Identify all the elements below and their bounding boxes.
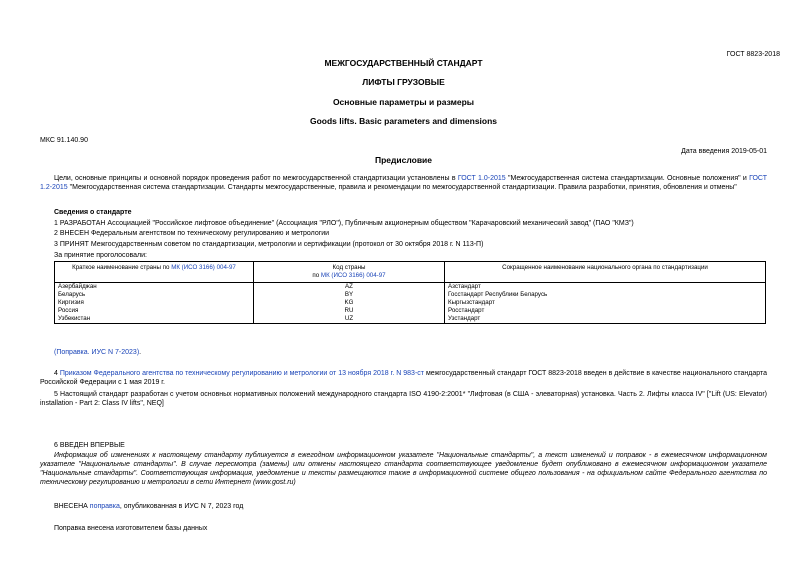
amendment-tail: . xyxy=(139,349,142,356)
standard-subtitle: Основные параметры и размеры xyxy=(332,97,475,107)
database-note: Поправка внесена изготовителем базы данных xyxy=(54,525,208,532)
table-row xyxy=(55,299,766,307)
rosstandart-order-link[interactable]: Приказом Федерального агентства по техническому регулированию и метрологии от 13 ноября 2018 г. N 983-ст xyxy=(59,370,424,377)
voted-label: За принятие проголосовали: xyxy=(54,252,147,259)
cell-body: Росстандарт xyxy=(445,307,766,315)
amendment-applied-link[interactable]: поправка xyxy=(89,503,120,510)
table-row xyxy=(55,291,766,299)
countries-table xyxy=(54,261,766,324)
column-header-country-text: Краткое наименование страны по xyxy=(72,264,170,271)
cell-country: Азербайджан xyxy=(55,283,254,292)
mks-code: МКС 91.140.90 xyxy=(40,137,88,144)
amendment-applied-note xyxy=(54,502,243,511)
table-row xyxy=(55,283,766,292)
standard-title: ЛИФТЫ ГРУЗОВЫЕ xyxy=(362,77,445,87)
cell-country: Беларусь xyxy=(55,291,254,299)
cell-body: Узстандарт xyxy=(445,315,766,324)
column-header-body: Сокращенное наименование национального органа по стандартизации xyxy=(445,262,766,283)
cell-body: Госстандарт Республики Беларусь xyxy=(445,291,766,299)
cell-country: Россия xyxy=(55,307,254,315)
item-4-number: 4 xyxy=(54,370,58,377)
gost-1-0-link[interactable]: ГОСТ 1.0-2015 xyxy=(457,175,506,182)
mk-iso-3166-link[interactable]: МК (ИСО 3166) 004-97 xyxy=(171,264,236,271)
item-5-paragraph: 5 Настоящий стандарт разработан с учетом основных нормативных положений международного стандарта ISO 4190-2:2001* "Лифтовая (в США - элеваторная) установка. Часть 2. Лифты класса IV" ["Lift (US: Elevator) installation - Part 2: Class IV lifts", NEQ] xyxy=(40,391,767,407)
cell-body: Кыргызстандарт xyxy=(445,299,766,307)
mk-iso-3166-link-2[interactable]: МК (ИСО 3166) 004-97 xyxy=(320,272,386,279)
item-2-submitted: 2 ВНЕСЕН Федеральным агентством по техническому регулированию и метрологии xyxy=(54,230,330,237)
standard-title-english: Goods lifts. Basic parameters and dimensions xyxy=(309,116,498,126)
amendment-applied-text: , опубликованная в ИУС N 7, 2023 год xyxy=(119,503,244,510)
item-4-text: межгосударственный стандарт ГОСТ 8823-2018 введен в действие в качестве национального стандарта Российской Федерации с 1 мая 2019 г. xyxy=(40,370,767,386)
foreword-paragraph xyxy=(40,174,767,192)
cell-code: RU xyxy=(254,307,445,315)
item-6-info-text: Информация об изменениях к настоящему стандарту публикуется в ежегодном информационном указателе "Национальные стандарты", а текст изменений и поправок - в ежемесячном информационном указателе "Национальные стандарты". В случае пересмотра (замены) или отмены настоящего стандарта соответствующее уведомление будет опубликовано в ежемесячном информационном указателе "Национальные стандарты". Соответствующая информация, уведомление и тексты размещаются также в информационной системе общего пользования - на официальном сайте Федерального агентства по техническому регулированию и метрологии в сети Интернет (www.gost.ru) xyxy=(40,452,767,486)
column-header-code xyxy=(254,262,445,283)
column-header-country xyxy=(55,262,254,283)
item-1-developed: 1 РАЗРАБОТАН Ассоциацией "Российское лифтовое объединение" (Ассоциация "РЛО"), Публичным акционерным обществом "Карачаровский механический завод" (ПАО "КМЗ") xyxy=(54,220,634,227)
cell-country: Узбекистан xyxy=(55,315,254,324)
cell-code: BY xyxy=(254,291,445,299)
amendment-applied-prefix: ВНЕСЕНА xyxy=(54,503,88,510)
foreword-text-part-3: "Межгосударственная система стандартизации. Стандарты межгосударственные, правила и рекомендации по межгосударственной стандартизации. Правила разработки, принятия, обновления и отмены" xyxy=(69,184,737,191)
gost-code: ГОСТ 8823-2018 xyxy=(726,51,780,58)
amendment-link[interactable]: (Поправка. ИУС N 7-2023) xyxy=(54,349,140,356)
introduction-date: Дата введения 2019-05-01 xyxy=(681,148,767,155)
foreword-text-part-1: Цели, основные принципы и основной порядок проведения работ по межгосударственной стандартизации установлены в xyxy=(54,175,456,182)
item-4-paragraph xyxy=(40,369,767,387)
standard-info-heading: Сведения о стандарте xyxy=(54,209,132,216)
standard-type-title: МЕЖГОСУДАРСТВЕННЫЙ СТАНДАРТ xyxy=(324,58,483,68)
table-row xyxy=(55,307,766,315)
item-6-heading: 6 ВВЕДЕН ВПЕРВЫЕ xyxy=(54,442,125,449)
column-header-code-prefix: по xyxy=(312,272,320,279)
cell-code: AZ xyxy=(254,283,445,292)
cell-body: Азстандарт xyxy=(445,283,766,292)
column-header-code-text: Код страны xyxy=(332,264,366,271)
table-header-row xyxy=(55,262,766,283)
foreword-heading: Предисловие xyxy=(374,155,433,165)
gost-1-2-link[interactable]: ГОСТ 1.2-2015 xyxy=(40,175,768,191)
foreword-text-part-2: "Межгосударственная система стандартизации. Основные положения" и xyxy=(507,175,747,182)
cell-code: KG xyxy=(254,299,445,307)
cell-country: Киргизия xyxy=(55,299,254,307)
item-3-adopted: 3 ПРИНЯТ Межгосударственным советом по стандартизации, метрологии и сертификации (протокол от 30 октября 2018 г. N 113-П) xyxy=(54,241,484,248)
amendment-note xyxy=(54,348,141,357)
table-row xyxy=(55,315,766,324)
cell-code: UZ xyxy=(254,315,445,324)
